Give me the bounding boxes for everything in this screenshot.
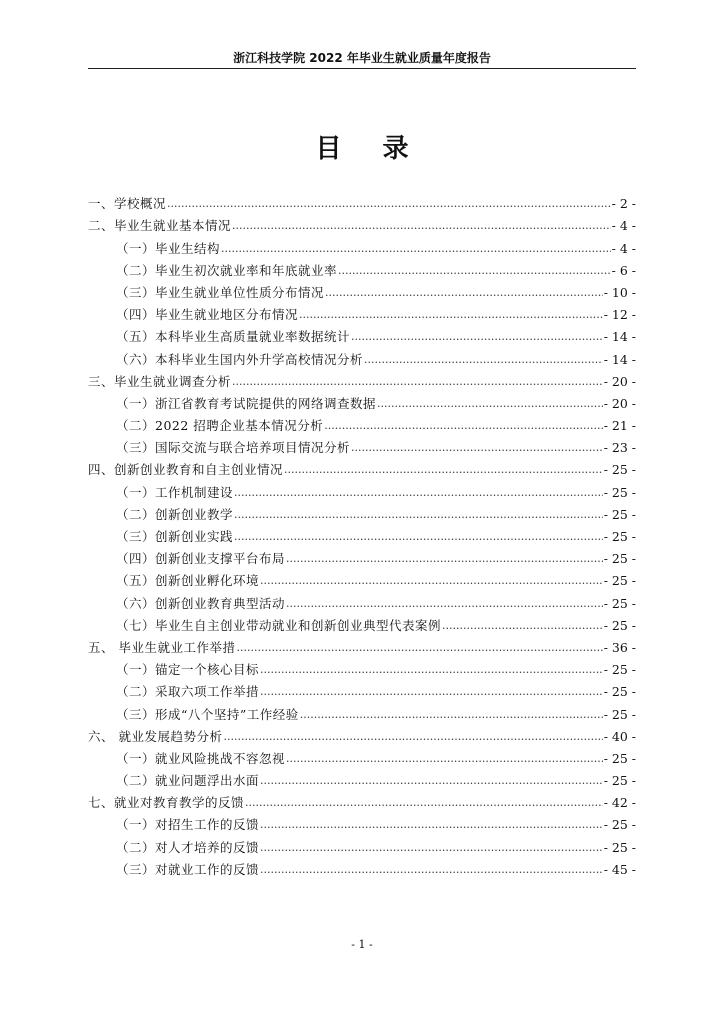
toc-entry-label: （五）本科毕业生高质量就业率数据统计 [116, 329, 351, 345]
toc-dot-leader [260, 817, 603, 832]
toc-entry-label: （一）毕业生结构 [116, 240, 221, 256]
toc-entry-page: - 25 - [603, 529, 636, 544]
toc-entry-page: - 25 - [603, 662, 636, 678]
toc-entry-page: - 25 - [603, 617, 636, 633]
toc-entry-label: 一、学校概况 [88, 196, 167, 212]
toc-subentry[interactable] [88, 766, 636, 788]
toc-dot-leader [234, 529, 603, 544]
toc-entry-page: - 4 - [611, 240, 636, 256]
toc-entry-label: （二）创新创业教学 [116, 506, 234, 522]
toc-entry[interactable] [88, 211, 636, 233]
toc-entry-page: - 25 - [603, 595, 636, 611]
toc-entry-page: - 25 - [603, 551, 636, 567]
toc-entry-label: （三）对就业工作的反馈 [116, 861, 260, 877]
page-title: 目 录 [315, 134, 425, 164]
toc-entry-label: （一）对招生工作的反馈 [116, 817, 260, 833]
toc-subentry[interactable] [88, 522, 636, 544]
toc-entry[interactable] [88, 189, 636, 211]
toc-dot-leader [221, 241, 611, 256]
toc-entry-page: - 12 - [603, 307, 636, 323]
toc-dot-leader [260, 684, 603, 699]
toc-subentry[interactable] [88, 256, 636, 278]
toc-dot-leader [260, 773, 603, 788]
toc-entry-page: - 25 - [603, 750, 636, 766]
table-of-contents [88, 189, 636, 877]
toc-entry-page: - 14 - [603, 329, 636, 345]
toc-entry-page: - 25 - [603, 706, 636, 722]
toc-entry-label: （一）就业风险挑战不容忽视 [116, 750, 286, 766]
toc-dot-leader [300, 707, 603, 722]
toc-entry-label: 四、创新创业教育和自主创业情况 [88, 462, 284, 478]
toc-subentry[interactable] [88, 655, 636, 677]
toc-dot-leader [234, 507, 603, 522]
running-header: 浙江科技学院 2022 年毕业生就业质量年度报告 [233, 51, 491, 65]
toc-dot-leader [223, 729, 602, 744]
toc-entry-page: - 25 - [603, 684, 636, 700]
toc-entry-label: （三）国际交流与联合培养项目情况分析 [116, 440, 351, 456]
toc-entry-page: - 2 - [611, 196, 636, 212]
toc-dot-leader [167, 196, 611, 211]
toc-entry-page: - 21 - [603, 418, 636, 434]
toc-subentry[interactable] [88, 744, 636, 766]
toc-entry[interactable] [88, 367, 636, 389]
toc-dot-leader [286, 751, 603, 766]
toc-entry-page: - 40 - [603, 728, 636, 744]
toc-dot-leader [260, 840, 603, 855]
toc-entry[interactable] [88, 788, 636, 810]
toc-entry-page: - 20 - [603, 395, 636, 411]
toc-entry[interactable] [88, 633, 636, 655]
toc-entry-label: （一）工作机制建设 [116, 484, 234, 500]
toc-entry-page: - 36 - [603, 639, 636, 655]
toc-subentry[interactable] [88, 233, 636, 255]
toc-dot-leader [351, 440, 603, 455]
toc-entry-label: （六）本科毕业生国内外升学高校情况分析 [116, 351, 364, 367]
toc-dot-leader [232, 218, 611, 233]
toc-dot-leader [324, 418, 602, 433]
toc-entry-page: - 25 - [603, 484, 636, 500]
toc-entry-page: - 10 - [603, 284, 636, 300]
toc-entry-page: - 14 - [603, 351, 636, 367]
toc-dot-leader [284, 462, 603, 477]
toc-subentry[interactable] [88, 855, 636, 877]
toc-entry-label: （一）浙江省教育考试院提供的网络调查数据 [116, 395, 377, 411]
toc-entry-label: （二）就业问题浮出水面 [116, 773, 260, 789]
toc-dot-leader [351, 329, 603, 344]
toc-subentry[interactable] [88, 611, 636, 633]
toc-dot-leader [260, 862, 603, 877]
toc-dot-leader [234, 485, 603, 500]
toc-dot-leader [299, 307, 603, 322]
toc-entry-page: - 25 - [603, 506, 636, 522]
toc-subentry[interactable] [88, 411, 636, 433]
header-rule [88, 68, 636, 69]
toc-entry-label: （三）创新创业实践 [116, 529, 234, 544]
toc-subentry[interactable] [88, 699, 636, 721]
toc-entry-page: - 25 - [603, 462, 636, 478]
toc-entry-label: （六）创新创业教育典型活动 [116, 595, 286, 611]
toc-dot-leader [236, 640, 602, 655]
toc-subentry[interactable] [88, 477, 636, 499]
toc-entry-label: （三）毕业生就业单位性质分布情况 [116, 284, 325, 300]
toc-subentry[interactable] [88, 322, 636, 344]
toc-subentry[interactable] [88, 544, 636, 566]
toc-entry-label: 二、毕业生就业基本情况 [88, 218, 232, 234]
toc-subentry[interactable] [88, 344, 636, 366]
toc-subentry[interactable] [88, 588, 636, 610]
toc-entry-page: - 20 - [603, 373, 636, 389]
toc-entry-page: - 25 - [603, 573, 636, 589]
toc-subentry[interactable] [88, 566, 636, 588]
toc-dot-leader [325, 285, 603, 300]
toc-subentry[interactable] [88, 433, 636, 455]
toc-entry-label: 六、 就业发展趋势分析 [88, 728, 223, 744]
toc-dot-leader [364, 352, 603, 367]
toc-entry-page: - 25 - [603, 773, 636, 789]
page-number: - 1 - [351, 938, 373, 951]
toc-dot-leader [245, 795, 603, 810]
toc-subentry[interactable] [88, 300, 636, 322]
toc-dot-leader [377, 396, 603, 411]
toc-entry[interactable] [88, 722, 636, 744]
toc-entry-page: - 6 - [611, 262, 636, 278]
toc-entry-label: 七、就业对教育教学的反馈 [88, 795, 245, 811]
toc-dot-leader [338, 263, 611, 278]
toc-entry-label: （三）形成“八个坚持”工作经验 [116, 706, 299, 722]
toc-subentry[interactable] [88, 389, 636, 411]
toc-dot-leader [232, 374, 603, 389]
toc-entry-page: - 45 - [603, 861, 636, 877]
toc-subentry[interactable] [88, 677, 636, 699]
toc-entry-label: （四）毕业生就业地区分布情况 [116, 307, 299, 323]
toc-entry-label: （二）毕业生初次就业率和年底就业率 [116, 262, 338, 278]
toc-entry-page: - 23 - [603, 440, 636, 456]
toc-entry-page: - 42 - [603, 795, 636, 811]
toc-entry-label: （四）创新创业支撑平台布局 [116, 551, 286, 567]
toc-subentry[interactable] [88, 810, 636, 832]
toc-entry-label: （二）采取六项工作举措 [116, 684, 260, 700]
toc-dot-leader [260, 662, 603, 677]
toc-entry-label: 三、毕业生就业调查分析 [88, 373, 232, 389]
toc-dot-leader [442, 618, 603, 633]
toc-subentry[interactable] [88, 832, 636, 854]
toc-entry-label: （五）创新创业孵化环境 [116, 573, 260, 589]
toc-entry-label: （一）锚定一个核心目标 [116, 662, 260, 678]
toc-entry-label: （七）毕业生自主创业带动就业和创新创业典型代表案例 [116, 617, 442, 633]
toc-entry-label: 五、 毕业生就业工作举措 [88, 639, 236, 655]
toc-dot-leader [260, 573, 603, 588]
toc-dot-leader [286, 551, 603, 566]
toc-dot-leader [286, 596, 603, 611]
toc-subentry[interactable] [88, 278, 636, 300]
toc-entry-page: - 4 - [611, 218, 636, 234]
toc-subentry[interactable] [88, 500, 636, 522]
toc-entry-label: （二）2022 招聘企业基本情况分析 [116, 418, 324, 434]
toc-entry-page: - 25 - [603, 817, 636, 833]
toc-entry-label: （二）对人才培养的反馈 [116, 839, 260, 855]
toc-entry[interactable] [88, 455, 636, 477]
toc-entry-page: - 25 - [603, 839, 636, 855]
